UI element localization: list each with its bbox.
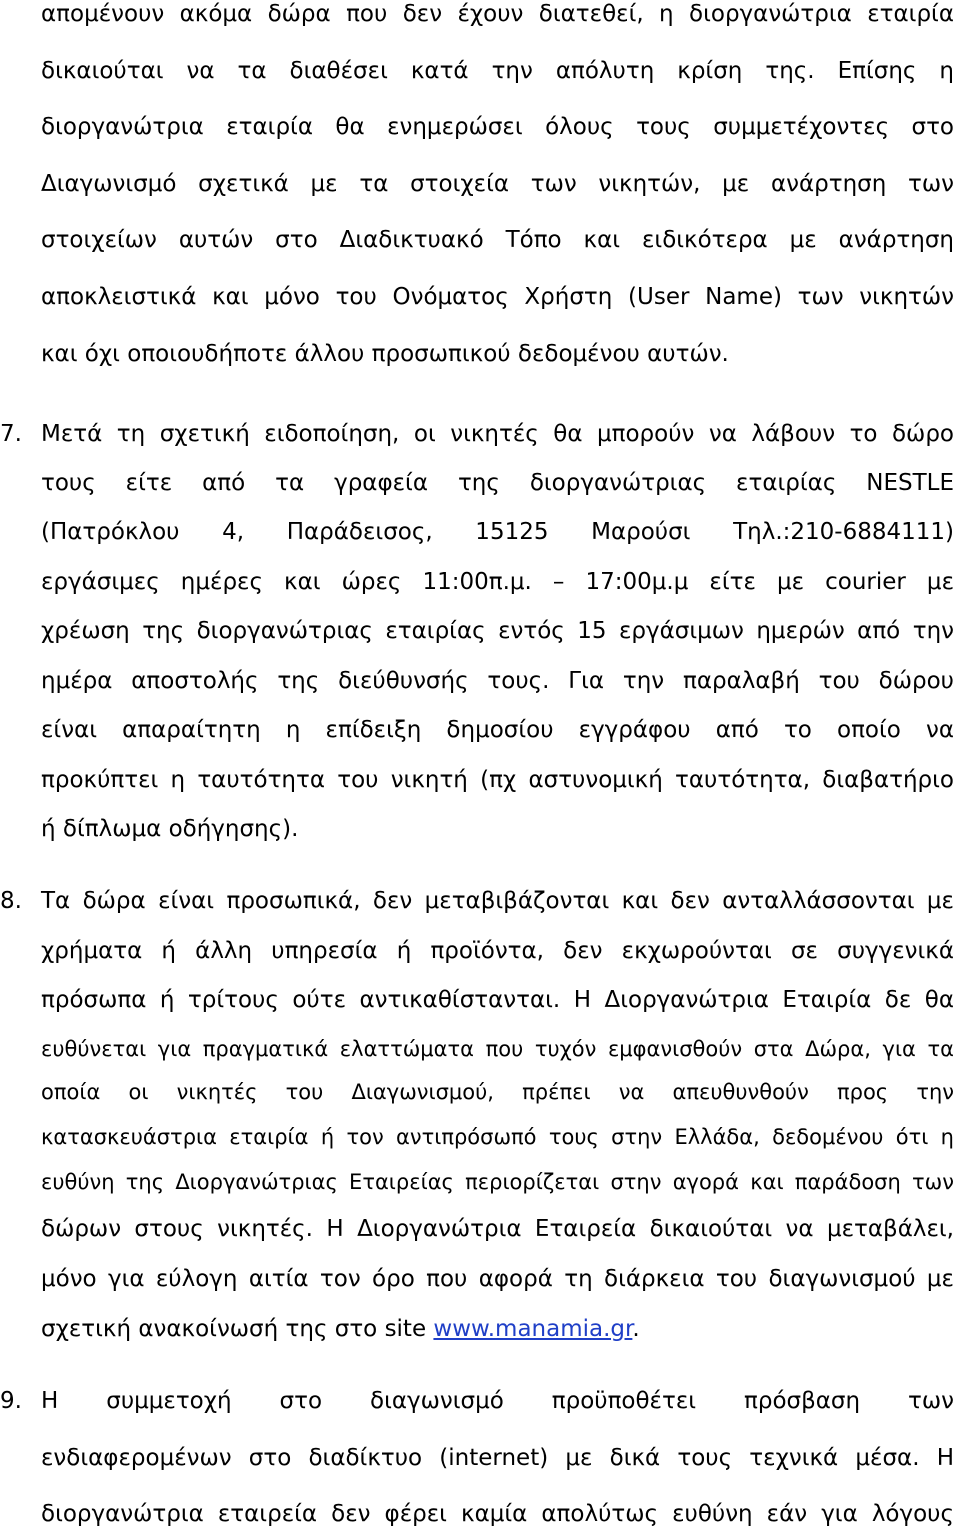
text-line: δικαιούται να τα διαθέσει κατά την απόλυτη κρίση της. Επίσης η — [41, 58, 954, 84]
text-line: πρόσωπα ή τρίτους ούτε αντικαθίστανται. Η Διοργανώτρια Εταιρία δε θα — [41, 987, 954, 1013]
text-line — [41, 1315, 954, 1343]
text-line: μόνο για εύλογη αιτία τον όρο που αφορά τη διάρκεια του διαγωνισμού με — [41, 1266, 954, 1292]
text-line: απομένουν ακόμα δώρα που δεν έχουν διατεθεί, η διοργανώτρια εταιρία — [41, 1, 954, 27]
text-line: διοργανώτρια εταιρεία δεν φέρει καμία απολύτως ευθύνη εάν για λόγους — [41, 1501, 954, 1527]
text-line: αποκλειστικά και μόνο του Ονόματος Χρήστη (User Name) των νικητών — [41, 284, 954, 310]
text-span: . — [632, 1316, 640, 1342]
text-line: ευθύνεται για πραγματικά ελαττώματα που τυχόν εμφανισθούν στα Δώρα, για τα — [41, 1037, 954, 1061]
item-number: 7. — [0, 421, 22, 447]
text-line: ευθύνη της Διοργανώτριας Εταιρείας περιορίζεται στην αγορά και παράδοση των — [41, 1170, 954, 1194]
text-line: (Πατρόκλου 4, Παράδεισος, 15125 Μαρούσι Τηλ.:210-6884111) — [41, 519, 954, 545]
text-line: κατασκευάστρια εταιρία ή τον αντιπρόσωπό τους στην Ελλάδα, δεδομένου ότι η — [41, 1125, 954, 1149]
site-link[interactable]: www.manamia.gr — [433, 1316, 633, 1342]
item-number: 8. — [0, 888, 22, 914]
text-line: τους είτε από τα γραφεία της διοργανώτριας εταιρίας NESTLE — [41, 470, 954, 496]
text-line: χρήματα ή άλλη υπηρεσία ή προϊόντα, δεν εκχωρούνται σε συγγενικά — [41, 938, 954, 964]
text-line: Μετά τη σχετική ειδοποίηση, οι νικητές θα μπορούν να λάβουν το δώρο — [41, 421, 954, 447]
text-line: και όχι οποιουδήποτε άλλου προσωπικού δεδομένου αυτών. — [41, 341, 729, 367]
text-line: διοργανώτρια εταιρία θα ενημερώσει όλους τους συμμετέχοντες στο — [41, 114, 954, 140]
text-line: είναι απαραίτητη η επίδειξη δημοσίου εγγράφου από το οποίο να — [41, 717, 954, 743]
text-line: ενδιαφερομένων στο διαδίκτυο (internet) με δικά τους τεχνικά μέσα. Η — [41, 1445, 954, 1471]
text-line: στοιχείων αυτών στο Διαδικτυακό Τόπο και ειδικότερα με ανάρτηση — [41, 227, 954, 253]
text-line: Η συμμετοχή στο διαγωνισμό προϋποθέτει πρόσβαση των — [41, 1388, 954, 1414]
text-line: ημέρα αποστολής της διεύθυνσής τους. Για την παραλαβή του δώρου — [41, 668, 954, 694]
text-line: Διαγωνισμό σχετικά με τα στοιχεία των νικητών, με ανάρτηση των — [41, 171, 954, 197]
text-line: οποία οι νικητές του Διαγωνισμού, πρέπει να απευθυνθούν προς την — [41, 1080, 954, 1104]
text-line: εργάσιμες ημέρες και ώρες 11:00π.μ. – 17:00μ.μ είτε με courier με — [41, 569, 954, 595]
text-line: Τα δώρα είναι προσωπικά, δεν μεταβιβάζονται και δεν ανταλλάσσονται με — [41, 888, 954, 914]
text-span: σχετική ανακοίνωσή της στο site — [41, 1316, 434, 1342]
text-line: ή δίπλωμα οδήγησης). — [41, 816, 299, 842]
item-number: 9. — [0, 1388, 22, 1414]
text-line: προκύπτει η ταυτότητα του νικητή (πχ αστυνομική ταυτότητα, διαβατήριο — [41, 767, 954, 793]
text-line: χρέωση της διοργανώτριας εταιρίας εντός 15 εργάσιμων ημερών από την — [41, 618, 954, 644]
text-line: δώρων στους νικητές. Η Διοργανώτρια Εταιρεία δικαιούται να μεταβάλει, — [41, 1216, 954, 1242]
